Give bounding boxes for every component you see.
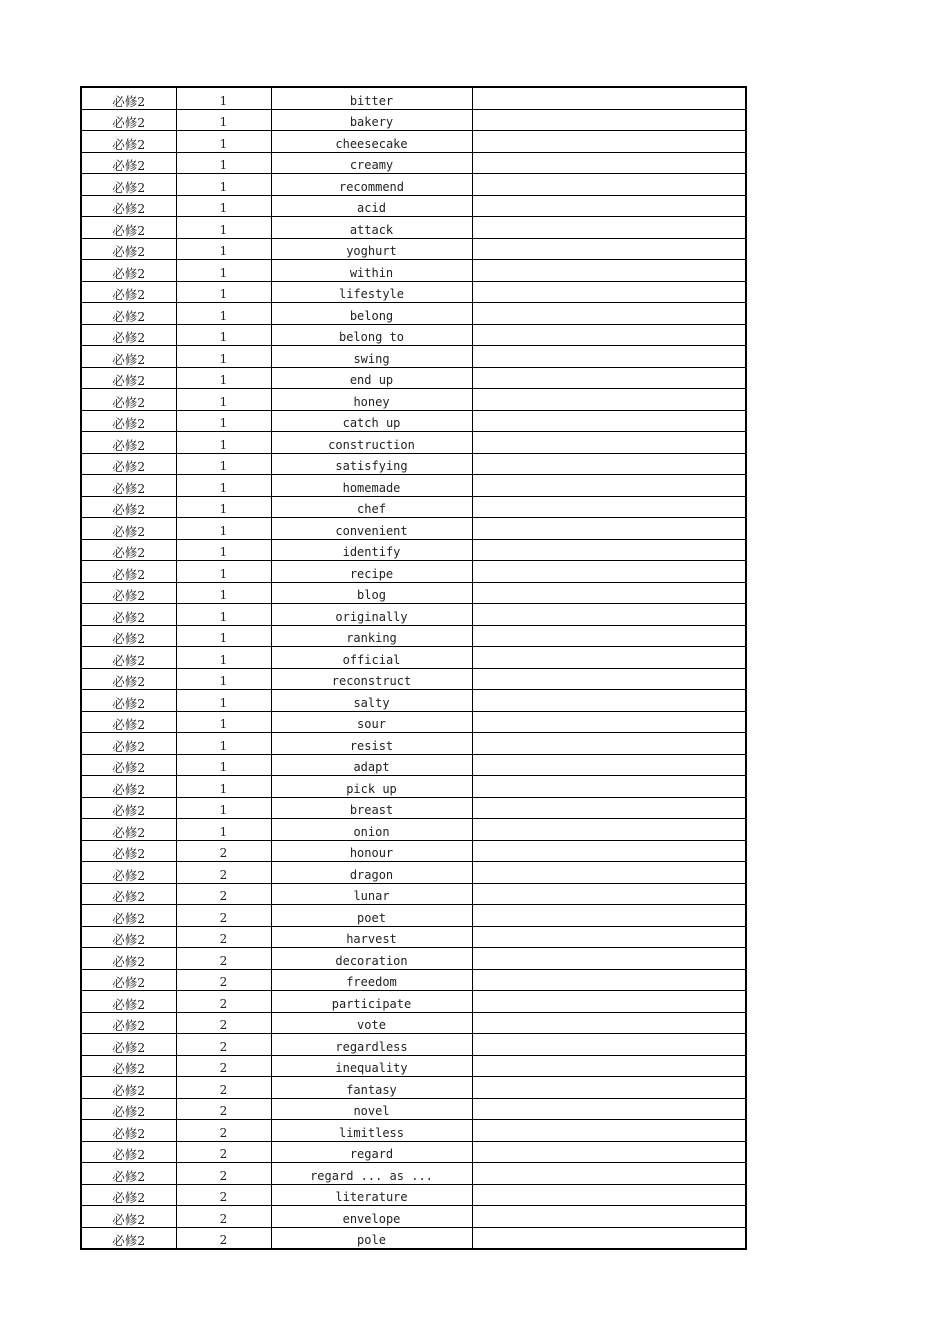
word-cell: onion	[271, 819, 472, 841]
unit-cell: 1	[176, 690, 271, 712]
book-cell: 必修2	[81, 1098, 176, 1120]
book-cell: 必修2	[81, 281, 176, 303]
table-row	[81, 367, 746, 389]
table-row	[81, 625, 746, 647]
unit-cell: 1	[176, 776, 271, 798]
table-row	[81, 905, 746, 927]
word-cell: envelope	[271, 1206, 472, 1228]
table-row	[81, 1120, 746, 1142]
book-cell: 必修2	[81, 1120, 176, 1142]
note-cell	[472, 733, 746, 755]
note-cell	[472, 496, 746, 518]
note-cell	[472, 324, 746, 346]
note-cell	[472, 797, 746, 819]
unit-cell: 1	[176, 238, 271, 260]
note-cell	[472, 690, 746, 712]
table-row	[81, 711, 746, 733]
unit-cell: 2	[176, 883, 271, 905]
book-cell: 必修2	[81, 647, 176, 669]
note-cell	[472, 926, 746, 948]
table-row	[81, 324, 746, 346]
table-row	[81, 1012, 746, 1034]
book-cell: 必修2	[81, 604, 176, 626]
note-cell	[472, 1034, 746, 1056]
book-cell: 必修2	[81, 926, 176, 948]
table-row	[81, 539, 746, 561]
vocabulary-table-body	[81, 87, 746, 1249]
note-cell	[472, 582, 746, 604]
book-cell: 必修2	[81, 238, 176, 260]
unit-cell: 2	[176, 905, 271, 927]
word-cell: resist	[271, 733, 472, 755]
book-cell: 必修2	[81, 969, 176, 991]
table-row	[81, 604, 746, 626]
word-cell: cheesecake	[271, 131, 472, 153]
unit-cell: 1	[176, 195, 271, 217]
table-row	[81, 217, 746, 239]
word-cell: bakery	[271, 109, 472, 131]
unit-cell: 1	[176, 754, 271, 776]
table-row	[81, 518, 746, 540]
table-row	[81, 281, 746, 303]
unit-cell: 1	[176, 109, 271, 131]
unit-cell: 1	[176, 346, 271, 368]
table-row	[81, 174, 746, 196]
word-cell: regard	[271, 1141, 472, 1163]
unit-cell: 1	[176, 582, 271, 604]
word-cell: dragon	[271, 862, 472, 884]
book-cell: 必修2	[81, 174, 176, 196]
table-row	[81, 948, 746, 970]
note-cell	[472, 432, 746, 454]
table-row	[81, 776, 746, 798]
book-cell: 必修2	[81, 690, 176, 712]
unit-cell: 1	[176, 87, 271, 109]
table-row	[81, 260, 746, 282]
word-cell: originally	[271, 604, 472, 626]
unit-cell: 1	[176, 432, 271, 454]
book-cell: 必修2	[81, 1184, 176, 1206]
word-cell: honour	[271, 840, 472, 862]
word-cell: belong to	[271, 324, 472, 346]
unit-cell: 1	[176, 152, 271, 174]
note-cell	[472, 109, 746, 131]
table-row	[81, 131, 746, 153]
word-cell: reconstruct	[271, 668, 472, 690]
note-cell	[472, 152, 746, 174]
note-cell	[472, 281, 746, 303]
word-cell: freedom	[271, 969, 472, 991]
book-cell: 必修2	[81, 991, 176, 1013]
word-cell: regardless	[271, 1034, 472, 1056]
unit-cell: 1	[176, 711, 271, 733]
book-cell: 必修2	[81, 1227, 176, 1249]
table-row	[81, 1206, 746, 1228]
word-cell: homemade	[271, 475, 472, 497]
book-cell: 必修2	[81, 840, 176, 862]
word-cell: within	[271, 260, 472, 282]
unit-cell: 2	[176, 991, 271, 1013]
word-cell: adapt	[271, 754, 472, 776]
book-cell: 必修2	[81, 346, 176, 368]
book-cell: 必修2	[81, 496, 176, 518]
unit-cell: 1	[176, 668, 271, 690]
book-cell: 必修2	[81, 1012, 176, 1034]
table-row	[81, 238, 746, 260]
book-cell: 必修2	[81, 539, 176, 561]
unit-cell: 2	[176, 1206, 271, 1228]
note-cell	[472, 260, 746, 282]
note-cell	[472, 625, 746, 647]
unit-cell: 1	[176, 733, 271, 755]
word-cell: decoration	[271, 948, 472, 970]
note-cell	[472, 1077, 746, 1099]
note-cell	[472, 217, 746, 239]
word-cell: belong	[271, 303, 472, 325]
unit-cell: 1	[176, 217, 271, 239]
unit-cell: 1	[176, 496, 271, 518]
table-row	[81, 109, 746, 131]
note-cell	[472, 754, 746, 776]
word-cell: chef	[271, 496, 472, 518]
table-row	[81, 1141, 746, 1163]
book-cell: 必修2	[81, 668, 176, 690]
table-row	[81, 195, 746, 217]
unit-cell: 2	[176, 948, 271, 970]
book-cell: 必修2	[81, 389, 176, 411]
note-cell	[472, 303, 746, 325]
note-cell	[472, 948, 746, 970]
note-cell	[472, 174, 746, 196]
table-row	[81, 561, 746, 583]
unit-cell: 1	[176, 647, 271, 669]
table-row	[81, 1184, 746, 1206]
word-cell: swing	[271, 346, 472, 368]
note-cell	[472, 87, 746, 109]
note-cell	[472, 1120, 746, 1142]
book-cell: 必修2	[81, 819, 176, 841]
word-cell: vote	[271, 1012, 472, 1034]
word-cell: end up	[271, 367, 472, 389]
table-row	[81, 1098, 746, 1120]
unit-cell: 1	[176, 453, 271, 475]
note-cell	[472, 389, 746, 411]
book-cell: 必修2	[81, 109, 176, 131]
book-cell: 必修2	[81, 1163, 176, 1185]
book-cell: 必修2	[81, 625, 176, 647]
note-cell	[472, 346, 746, 368]
table-row	[81, 582, 746, 604]
unit-cell: 1	[176, 410, 271, 432]
word-cell: novel	[271, 1098, 472, 1120]
word-cell: breast	[271, 797, 472, 819]
unit-cell: 1	[176, 281, 271, 303]
note-cell	[472, 711, 746, 733]
unit-cell: 1	[176, 604, 271, 626]
word-cell: acid	[271, 195, 472, 217]
unit-cell: 1	[176, 303, 271, 325]
table-row	[81, 1055, 746, 1077]
word-cell: pick up	[271, 776, 472, 798]
unit-cell: 2	[176, 926, 271, 948]
word-cell: lifestyle	[271, 281, 472, 303]
unit-cell: 2	[176, 1034, 271, 1056]
table-row	[81, 690, 746, 712]
word-cell: honey	[271, 389, 472, 411]
note-cell	[472, 238, 746, 260]
word-cell: creamy	[271, 152, 472, 174]
note-cell	[472, 453, 746, 475]
book-cell: 必修2	[81, 883, 176, 905]
book-cell: 必修2	[81, 475, 176, 497]
table-row	[81, 883, 746, 905]
word-cell: identify	[271, 539, 472, 561]
note-cell	[472, 840, 746, 862]
note-cell	[472, 969, 746, 991]
word-cell: poet	[271, 905, 472, 927]
unit-cell: 2	[176, 1012, 271, 1034]
book-cell: 必修2	[81, 905, 176, 927]
table-row	[81, 152, 746, 174]
book-cell: 必修2	[81, 797, 176, 819]
book-cell: 必修2	[81, 733, 176, 755]
unit-cell: 2	[176, 1163, 271, 1185]
unit-cell: 1	[176, 260, 271, 282]
unit-cell: 1	[176, 131, 271, 153]
book-cell: 必修2	[81, 260, 176, 282]
note-cell	[472, 1141, 746, 1163]
unit-cell: 1	[176, 625, 271, 647]
unit-cell: 1	[176, 475, 271, 497]
table-row	[81, 1077, 746, 1099]
word-cell: catch up	[271, 410, 472, 432]
unit-cell: 1	[176, 324, 271, 346]
book-cell: 必修2	[81, 862, 176, 884]
table-row	[81, 862, 746, 884]
unit-cell: 1	[176, 561, 271, 583]
word-cell: attack	[271, 217, 472, 239]
vocabulary-table	[80, 86, 747, 1250]
word-cell: bitter	[271, 87, 472, 109]
unit-cell: 2	[176, 1098, 271, 1120]
note-cell	[472, 195, 746, 217]
table-row	[81, 668, 746, 690]
book-cell: 必修2	[81, 195, 176, 217]
table-row	[81, 1163, 746, 1185]
word-cell: lunar	[271, 883, 472, 905]
word-cell: fantasy	[271, 1077, 472, 1099]
note-cell	[472, 131, 746, 153]
unit-cell: 2	[176, 862, 271, 884]
book-cell: 必修2	[81, 303, 176, 325]
table-row	[81, 453, 746, 475]
unit-cell: 2	[176, 1077, 271, 1099]
note-cell	[472, 862, 746, 884]
book-cell: 必修2	[81, 432, 176, 454]
note-cell	[472, 367, 746, 389]
unit-cell: 1	[176, 518, 271, 540]
table-row	[81, 432, 746, 454]
word-cell: official	[271, 647, 472, 669]
table-row	[81, 475, 746, 497]
table-row	[81, 303, 746, 325]
note-cell	[472, 647, 746, 669]
unit-cell: 1	[176, 539, 271, 561]
word-cell: pole	[271, 1227, 472, 1249]
word-cell: limitless	[271, 1120, 472, 1142]
table-row	[81, 733, 746, 755]
note-cell	[472, 668, 746, 690]
table-row	[81, 991, 746, 1013]
book-cell: 必修2	[81, 217, 176, 239]
word-cell: regard ... as ...	[271, 1163, 472, 1185]
table-row	[81, 819, 746, 841]
book-cell: 必修2	[81, 1141, 176, 1163]
table-row	[81, 87, 746, 109]
word-cell: recommend	[271, 174, 472, 196]
table-row	[81, 797, 746, 819]
note-cell	[472, 819, 746, 841]
book-cell: 必修2	[81, 152, 176, 174]
book-cell: 必修2	[81, 1206, 176, 1228]
unit-cell: 1	[176, 819, 271, 841]
note-cell	[472, 475, 746, 497]
book-cell: 必修2	[81, 754, 176, 776]
book-cell: 必修2	[81, 582, 176, 604]
word-cell: recipe	[271, 561, 472, 583]
word-cell: construction	[271, 432, 472, 454]
note-cell	[472, 776, 746, 798]
word-cell: convenient	[271, 518, 472, 540]
unit-cell: 1	[176, 174, 271, 196]
book-cell: 必修2	[81, 324, 176, 346]
note-cell	[472, 539, 746, 561]
unit-cell: 2	[176, 1141, 271, 1163]
unit-cell: 2	[176, 1120, 271, 1142]
book-cell: 必修2	[81, 1034, 176, 1056]
table-row	[81, 926, 746, 948]
unit-cell: 2	[176, 1227, 271, 1249]
note-cell	[472, 518, 746, 540]
unit-cell: 2	[176, 1184, 271, 1206]
book-cell: 必修2	[81, 948, 176, 970]
book-cell: 必修2	[81, 87, 176, 109]
word-cell: inequality	[271, 1055, 472, 1077]
book-cell: 必修2	[81, 367, 176, 389]
note-cell	[472, 604, 746, 626]
book-cell: 必修2	[81, 518, 176, 540]
note-cell	[472, 883, 746, 905]
note-cell	[472, 1163, 746, 1185]
note-cell	[472, 991, 746, 1013]
book-cell: 必修2	[81, 131, 176, 153]
note-cell	[472, 1184, 746, 1206]
note-cell	[472, 1012, 746, 1034]
unit-cell: 2	[176, 1055, 271, 1077]
unit-cell: 2	[176, 840, 271, 862]
unit-cell: 1	[176, 797, 271, 819]
note-cell	[472, 1055, 746, 1077]
word-cell: harvest	[271, 926, 472, 948]
table-row	[81, 1034, 746, 1056]
word-cell: satisfying	[271, 453, 472, 475]
table-row	[81, 840, 746, 862]
table-row	[81, 1227, 746, 1249]
book-cell: 必修2	[81, 711, 176, 733]
table-row	[81, 647, 746, 669]
unit-cell: 1	[176, 389, 271, 411]
unit-cell: 1	[176, 367, 271, 389]
word-cell: literature	[271, 1184, 472, 1206]
book-cell: 必修2	[81, 453, 176, 475]
note-cell	[472, 905, 746, 927]
word-cell: sour	[271, 711, 472, 733]
note-cell	[472, 1227, 746, 1249]
book-cell: 必修2	[81, 1077, 176, 1099]
table-row	[81, 754, 746, 776]
note-cell	[472, 1206, 746, 1228]
book-cell: 必修2	[81, 561, 176, 583]
word-cell: participate	[271, 991, 472, 1013]
table-row	[81, 389, 746, 411]
table-row	[81, 410, 746, 432]
book-cell: 必修2	[81, 776, 176, 798]
table-row	[81, 496, 746, 518]
word-cell: blog	[271, 582, 472, 604]
word-cell: ranking	[271, 625, 472, 647]
word-cell: salty	[271, 690, 472, 712]
table-row	[81, 346, 746, 368]
note-cell	[472, 1098, 746, 1120]
note-cell	[472, 561, 746, 583]
unit-cell: 2	[176, 969, 271, 991]
table-row	[81, 969, 746, 991]
book-cell: 必修2	[81, 410, 176, 432]
word-cell: yoghurt	[271, 238, 472, 260]
book-cell: 必修2	[81, 1055, 176, 1077]
note-cell	[472, 410, 746, 432]
